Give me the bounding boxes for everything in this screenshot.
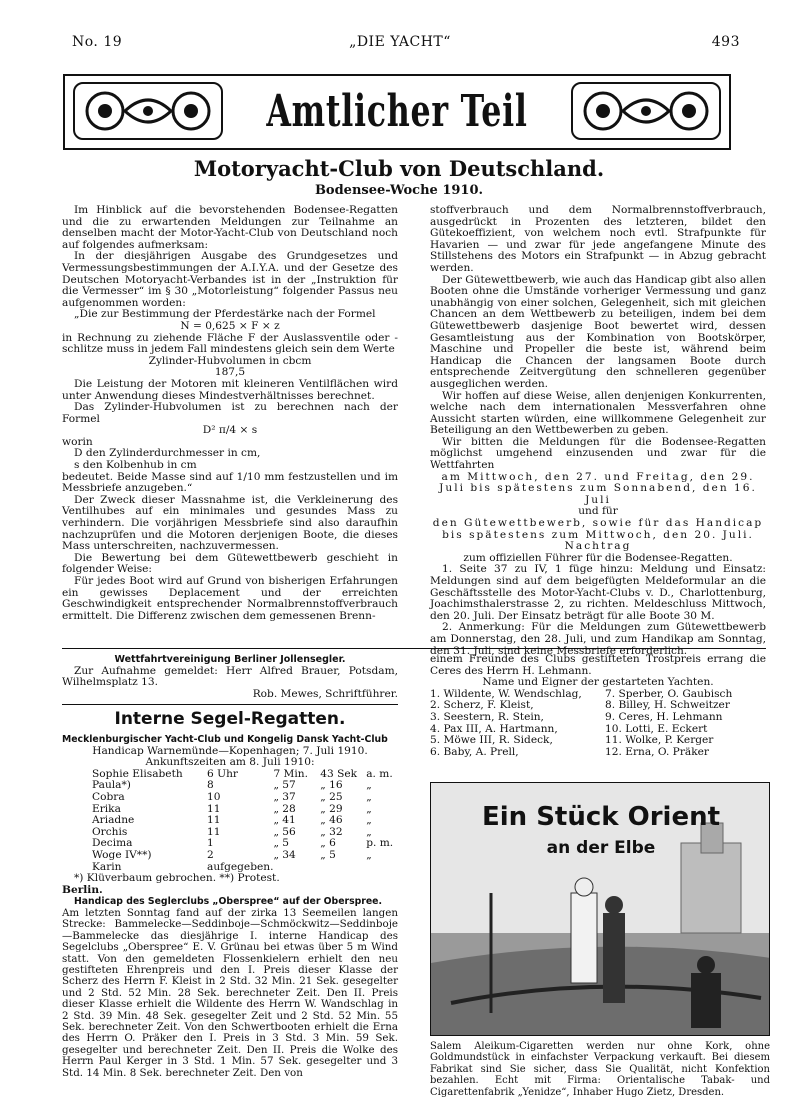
paragraph: Wir hoffen auf diese Weise, allen denjenigen Konkurrenten, welche nach dem internationalen Messverfahren ohne Aussicht starten würden, eine willkommene Gelegenheit zur Beteiligung an den Wettbewerben zu geben. [430,389,766,437]
table-row [92,780,398,792]
table-cell: „ 46 [320,814,343,827]
table-cell: Sophie Elisabeth [92,767,183,780]
banner-title: Amtlicher Teil [266,86,528,137]
segel-block [62,734,398,1079]
table-cell: „ 32 [320,825,343,838]
table-cell: Orchis [92,825,128,838]
paragraph: Wir bitten die Meldungen für die Bodensee-Regatten möglichst umgehend einzusenden und zwar für die Wettfahrten [430,435,766,472]
ad-headline: Ein Stück Orient [481,802,721,832]
table-row [92,815,398,827]
table-cell: „ 16 [320,779,343,792]
paragraph: „Die zur Bestimmung der Pferdestärke nach der Formel [74,308,376,321]
table-cell: 11 [207,814,221,827]
table-cell: „ 29 [320,802,343,815]
paragraph: und für [578,505,618,518]
paragraph: Das Zylinder-Hubvolumen ist zu berechnen nach der Formel [62,401,398,425]
list-item: 1. Wildente, W. Wendschlag, [430,687,582,700]
table-cell: „ 25 [320,790,343,803]
table-cell: „ [366,779,372,792]
table-cell: 43 Sek [320,767,358,780]
table-cell: „ 57 [273,779,296,792]
paragraph: 2. Anmerkung: Für die Meldungen zum Gütewettbewerb am Donnerstag, den 28. Juli, und zum Handikap am Sonntag, den 31. Juli, sind keine Messbriefe erforderlich. [430,621,766,657]
arrival-table [92,769,398,873]
trostpreis-text: einem Freunde des Clubs gestifteten Trostpreis errang die Ceres des Herrn H. Lehmann. [430,653,766,677]
segel-race: Handicap Warnemünde—Kopenhagen; 7. Juli 1910. [92,744,368,757]
paragraph: den Gütewettbewerb, sowie für das Handicap bis spätestens zum Mittwoch, den 20. Juli. [432,517,764,541]
paragraph: D² π/4 × s [202,424,258,437]
notice-text: Zur Aufnahme gemeldet: Herr Alfred Brauer, Potsdam, Wilhelmsplatz 13. [62,664,398,689]
table-cell [273,862,320,874]
table-cell: Erika [92,802,121,815]
paragraph: Für jedes Boot wird auf Grund von bisherigen Erfahrungen ein gewisses Deplacement und der erreichten Geschwindigkeit entsprechender Normalbrennstoffverbrauch ermittelt. Die Differenz zwischen dem gemessenen Brenn- [62,575,398,622]
segel-arrival: Ankunftszeiten am 8. Juli 1910: [145,756,315,769]
paragraph: Im Hinblick auf die bevorstehenden Bodensee-Regatten und die zu erwartenden Meldungen zur Teilnahme an denselben macht der Motor-Yacht-Club von Deutschland noch auf folgendes aufmerksam: [62,204,398,251]
list-item: 10. Lotti, E. Eckert [605,722,708,735]
table-cell [366,862,398,874]
table-cell: „ [366,848,372,861]
table-cell: 10 [207,790,221,803]
table-row [92,827,398,839]
segel-city: Berlin. [62,883,103,896]
paragraph: zum offiziellen Führer für die Bodensee-Regatten. [463,551,733,564]
paragraph: In der diesjährigen Ausgabe des Grundgesetzes und Vermessungsbestimmungen der A.I.Y.A. und der Gesetze des Deutschen Motoryacht-Verbandes ist in der „Instruktion für die Vermesser“ im § 30 „Motorleistung“ folgender Passus neu aufgenommen worden: [62,250,398,309]
paragraph: Der Zweck dieser Massnahme ist, die Verkleinerung des Ventilhubes auf ein minimales und gesundes Mass zu verhindern. Die vorjährigen Messbriefe sind also daraufhin nachzuprüfen und die Motoren derjenigen Boote, die dieses Mass unterschreiten, nachzuvermessen. [62,493,398,553]
table-cell: 1 [207,837,214,850]
paragraph: Die Leistung der Motoren mit kleineren Ventilflächen wird unter Anwendung dieses Mindestverhältnisses berechnet. [62,377,398,402]
page-number-left: No. 19 [72,34,123,50]
boat-list [430,689,766,759]
table-cell: „ [366,825,372,838]
paragraph: 187,5 [214,366,246,379]
list-item: 5. Möwe III, R. Sideck, [430,734,553,747]
table-cell: p. m. [366,837,394,850]
table-cell: Karin [92,860,122,873]
table-cell [320,862,366,874]
notice-title: Wettfahrtvereinigung Berliner Jollensegler. [114,654,346,665]
paragraph: Nachtrag [564,540,632,553]
table-cell: „ 5 [273,837,290,850]
list-item: 12. Erna, O. Präker [605,745,709,758]
paragraph: s den Kolbenhub in cm [74,459,197,472]
table-cell: 11 [207,825,221,838]
table-cell: „ [366,814,372,827]
divider [62,648,766,649]
boat-list-head: Name und Eigner der gestarteten Yachten. [482,676,714,689]
table-row [92,804,398,816]
table-cell: „ 5 [320,848,336,861]
paragraph: 1. Seite 37 zu IV, 1 füge hinzu: Meldung und Einsatz: Meldungen sind auf dem beigefügten Meldeformular an die Geschäftsstelle des Motor-Yacht-Clubs v. D., Charlottenburg, Joachimsthalerstrasse 2, zu richten. Meldeschluss Mittwoch, den 20. Juli. Der Einsatz beträgt für alle Boote 30 M. [430,563,766,622]
table-cell: „ 34 [273,848,296,861]
notice-block [62,654,398,700]
table-cell: 11 [207,802,221,815]
segel-footnote: *) Klüverbaum gebrochen. **) Protest. [74,872,280,885]
list-item: 3. Seestern, R. Stein, [430,710,544,723]
right-column-article [430,205,766,657]
table-row [92,769,398,781]
paragraph: in Rechnung zu ziehende Fläche F der Auslassventile oder -schlitze muss in jedem Fall mindestens gleich sein dem Werte [62,331,398,356]
segel-club: Mecklenburgischer Yacht-Club und Kongelig Dansk Yacht-Club [62,734,388,745]
paragraph: worin [62,435,93,448]
page-number-right: 493 [711,34,740,50]
table-cell: Decima [92,837,133,850]
table-cell: Cobra [92,790,125,803]
subtitle: Bodensee-Woche 1910. [314,183,484,198]
list-item: 6. Baby, A. Prell, [430,745,519,758]
ad-caption [430,1041,770,1098]
table-row [92,792,398,804]
table-cell: Paula*) [92,779,131,792]
table-cell: „ 6 [320,837,336,850]
section-banner [63,74,731,150]
ornament-right [571,82,721,140]
list-item: 7. Sperber, O. Gaubisch [605,687,733,700]
ad-caption-text: Salem Aleikum-Cigaretten werden nur ohne Kork, ohne Goldmundstück in einfachster Verpackung verkauft. Bei diesem Fabrikat sind Sie sicher, dass Sie Qualität, nicht Konfektion bezahlen. Echt mit Firma: Orientalische Tabak- und Cigarettenfabrik „Yenidze“, Inhaber Hugo Zietz, Dresden. [430,1041,770,1098]
paragraph: Zylinder-Hubvolumen in cbcm [148,354,312,367]
table-cell: 8 [207,779,214,792]
advertisement-image [430,782,770,1036]
list-item: 11. Wolke, P. Kerger [605,734,714,747]
table-cell: a. m. [366,767,393,780]
paragraph: Die Bewertung bei dem Gütewettbewerb geschieht in folgender Weise: [62,551,398,576]
list-item: 2. Scherz, F. Kleist, [430,699,534,712]
table-cell: aufgegeben. [207,860,274,873]
paragraph: D den Zylinderdurchmesser in cm, [74,447,261,460]
list-item: 8. Billey, H. Schweitzer [605,699,730,712]
table-cell: „ [366,790,372,803]
right-lower-block [430,654,766,758]
paragraph: Der Gütewettbewerb, wie auch das Handicap gibt also allen Booten ohne die Umstände vorheriger Vermessung und ganz unabhängig von einer solchen, Gelegenheit, sich mit gleichen Chancen an dem Wettbewerb zu beteiligen, indem bei dem Gütewettbewerb dasjenige Boot bewertet wird, dessen Gesamtleistung aus der Kombination von Bootskörper, Maschine und Propeller die beste ist, während beim Handicap die Chancen der langsamen Boote durch entsprechende Zeitvergütung den schnelleren gegenüber ausgeglichen werden. [430,273,766,390]
paragraph: am Mittwoch, den 27. und Freitag, den 29. Juli bis spätestens zum Sonnabend, den 16. Juli [439,470,757,506]
table-cell: „ 28 [273,802,296,815]
table-cell: 6 Uhr [207,767,238,780]
list-item: 9. Ceres, H. Lehmann [605,710,723,723]
paragraph: bedeutet. Beide Masse sind auf 1/10 mm festzustellen und im Messbriefe anzugeben.“ [62,470,398,495]
berlin-text: Am letzten Sonntag fand auf der zirka 13 Seemeilen langen Strecke: Bammelecke—Seddinboje—Schmöckwitz—Seddinboje—Bammelecke das diesjährige I. interne Handicap des Segelclubs „Oberspree“ E. V. Grünau bei etwas über 5 m Wind statt. Von den gemeldeten Flossenkielern erhielt den neu gestifteten Ehrenpreis und den I. Preis dieser Klasse der Scherz des Herrn F. Kleist in 2 Std. 32 Min. 21 Sek. gesegelter und 2 Std. 52 Min. 28 Sek. berechneter Zeit. Den II. Preis dieser Klasse erhielt die Wildente des Herrn W. Wandschlag in 2 Std. 39 Min. 48 Sek. gesegelter Zeit und 2 Std. 52 Min. 55 Sek. berechneter Zeit. Von den Schwertbooten erhielt die Erna des Herrn O. Präker den I. Preis in 3 Std. 3 Min. 59 Sek. gesegelter und berechneter Zeit. Den II. Preis die Wolke des Herrn Paul Kerger in 3 Std. 1 Min. 57 Sek. gesegelter und 3 Std. 14 Min. 8 Sek. berechneter Zeit. Den von [62,906,398,1079]
table-row [92,850,398,862]
berlin-head: Handicap des Seglerclubs „Oberspree“ auf der Oberspree. [74,896,383,908]
table-cell: „ 41 [273,814,296,827]
paragraph: N = 0,625 × F × z [180,319,280,332]
table-cell: „ 37 [273,790,296,803]
left-column-article [62,205,398,622]
table-cell: 7 Min. [273,767,308,780]
divider [62,704,398,705]
journal-title: „DIE YACHT“ [349,34,451,50]
club-title: Motoryacht-Club von Deutschland. [193,156,605,181]
table-cell: 2 [207,848,214,861]
paragraph: stoffverbrauch und dem Normalbrennstoffverbrauch, ausgedrückt in Prozenten des letzteren, bildet den Gütekoeffizient, von welchem noch evtl. Strafpunkte für Havarien — und zwar für jede angefangene Minute des Stillstehens des Motors ein Strafpunkt — in Abzug gebracht werden. [430,204,766,274]
table-cell: Woge IV**) [92,848,152,861]
segel-title: Interne Segel-Regatten. [114,709,346,729]
list-item: 4. Pax III, A. Hartmann, [430,722,558,735]
ad-subheadline: an der Elbe [546,838,656,858]
table-cell: „ 56 [273,825,296,838]
table-cell: Ariadne [92,814,135,827]
notice-signature: Rob. Mewes, Schriftführer. [252,687,398,700]
table-cell: „ [366,802,372,815]
